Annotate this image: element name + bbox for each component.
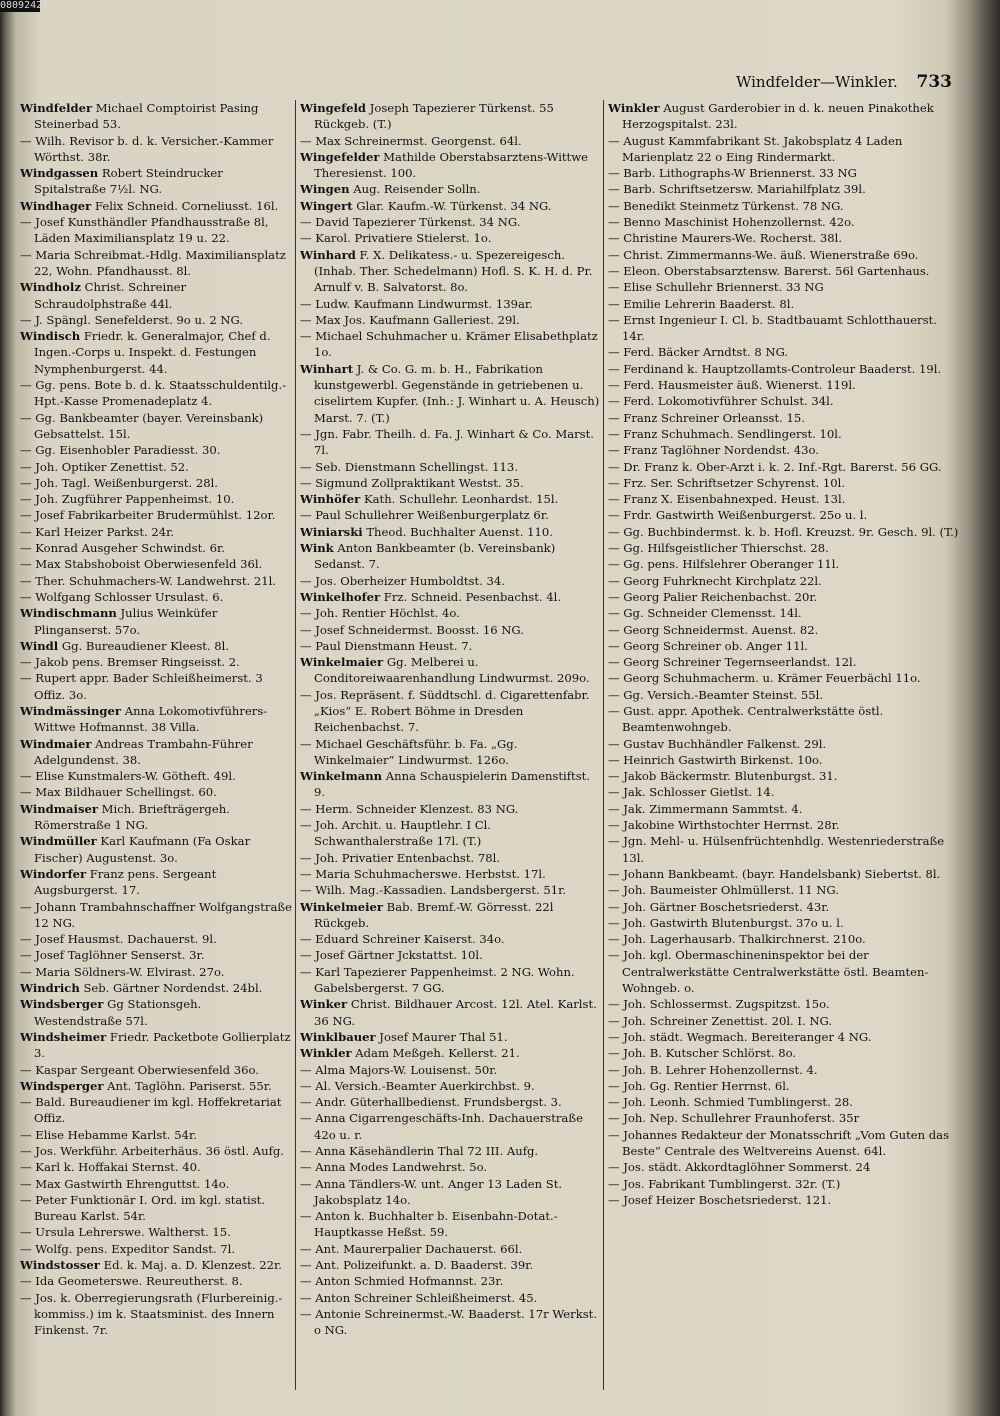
directory-entry: — Gg. Versich.-Beamter Steinst. 55l.	[608, 687, 824, 702]
directory-entry: Winkler Adam Meßgeh. Kellerst. 21.	[300, 1046, 520, 1061]
directory-entry: — Johannes Redakteur der Monatsschrift „Vom Guten das Beste“ Centrale des Weltvereins Auenst. 64l.	[608, 1127, 950, 1158]
directory-entry: — Johann Bankbeamt. (bayr. Handelsbank) Siebertst. 8l.	[608, 866, 941, 881]
directory-entry: Windl Gg. Bureaudiener Kleest. 8l.	[20, 638, 230, 653]
directory-entry: — Max Stabshoboist Oberwiesenfeld 36l.	[20, 557, 263, 572]
directory-entry: — Karol. Privatiere Stielerst. 1o.	[300, 231, 492, 246]
directory-entry: — Paul Dienstmann Heust. 7.	[300, 638, 473, 653]
directory-entry: — Gust. appr. Apothek. Centralwerkstätte östl. Beamtenwohngeb.	[608, 703, 884, 735]
directory-entry: — Jos. städt. Akkordtaglöhner Sommerst. 24	[608, 1160, 871, 1175]
directory-entry: — Ernst Ingenieur I. Cl. b. Stadtbauamt Schlotthauerst. 14r.	[608, 312, 937, 344]
directory-entry: — Ursula Lehrerswe. Waltherst. 15.	[20, 1225, 231, 1240]
directory-entry: — Max Gastwirth Ehrenguttst. 14o.	[20, 1176, 230, 1191]
directory-entry: Windischmann Julius Weinküfer Plinganserst. 57o.	[20, 606, 218, 637]
directory-entry: — Joh. kgl. Obermaschineninspektor bei der Centralwerkstätte Centralwerkstätte östl. Beamten-Wohngeb. o.	[608, 948, 929, 996]
directory-entry: Wingert Glar. Kaufm.-W. Türkenst. 34 NG.	[300, 198, 552, 213]
directory-entry: — Jakobine Wirthstochter Herrnst. 28r.	[608, 818, 840, 833]
directory-entry: — Jos. Werkführ. Arbeiterhäus. 36 östl. Aufg.	[20, 1144, 284, 1158]
directory-entry: Winklbauer Josef Maurer Thal 51.	[300, 1029, 508, 1044]
directory-entry: — Heinrich Gastwirth Birkenst. 10o.	[608, 752, 823, 767]
directory-entry: — Joh. Gg. Rentier Herrnst. 6l.	[608, 1078, 790, 1093]
directory-entry: — Karl Tapezierer Pappenheimst. 2 NG. Wohn. Gabelsbergerst. 7 GG.	[300, 964, 575, 996]
directory-entry: Windstosser Ed. k. Maj. a. D. Klenzest. 22r.	[20, 1258, 282, 1273]
directory-entry: — Gg. Hilfsgeistlicher Thierschst. 28.	[608, 541, 829, 556]
column-divider	[603, 100, 604, 1390]
directory-column-1	[20, 100, 292, 1400]
directory-entry: — Jos. Oberheizer Humboldtst. 34.	[300, 573, 505, 588]
directory-entry: Windorfer Franz pens. Sergeant Augsburgerst. 17.	[20, 866, 217, 898]
directory-entry: Windgassen Robert Steindrucker Spitalstraße 7½l. NG.	[20, 166, 223, 197]
directory-entry: — Wolfgang Schlosser Ursulast. 6.	[20, 589, 224, 604]
directory-entry: Winker Christ. Bildhauer Arcost. 12l. Atel. Karlst. 36 NG.	[300, 997, 597, 1028]
directory-entry: — Joh. Lagerhausarb. Thalkirchnerst. 210o.	[608, 932, 866, 947]
directory-entry: — Barb. Schriftsetzersw. Mariahilfplatz 39l.	[608, 182, 866, 197]
directory-entry: — Anna Tändlers-W. unt. Anger 13 Laden St. Jakobsplatz 14o.	[300, 1176, 563, 1207]
directory-entry: Winkelhofer Frz. Schneid. Pesenbachst. 4l.	[300, 589, 562, 604]
directory-entry: — Frdr. Gastwirth Weißenburgerst. 25o u. l.	[608, 508, 868, 523]
running-title: Windfelder—Winkler.	[735, 73, 898, 91]
directory-entry: Windmüller Karl Kaufmann (Fa Oskar Fischer) Augustenst. 3o.	[20, 834, 251, 865]
directory-entry: — Wolfg. pens. Expeditor Sandst. 7l.	[20, 1241, 236, 1256]
directory-entry: — Ther. Schuhmachers-W. Landwehrst. 21l.	[20, 573, 276, 588]
directory-entry: — Benno Maschinist Hohenzollernst. 42o.	[608, 215, 855, 230]
directory-entry: — Josef Schneidermst. Boosst. 16 NG.	[300, 622, 524, 637]
directory-entry: — Georg Schuhmacherm. u. Krämer Feuerbächl 11o.	[608, 671, 921, 686]
directory-entry: — Anton Schreiner Schleißheimerst. 45.	[300, 1290, 538, 1305]
directory-entry: — Max Schreinermst. Georgenst. 64l.	[300, 133, 522, 148]
directory-entry: — Antonie Schreinermst.-W. Baaderst. 17r Werkst. o NG.	[300, 1306, 598, 1338]
directory-entry: — David Tapezierer Türkenst. 34 NG.	[300, 215, 521, 230]
directory-entry: — Joh. Tagl. Weißenburgerst. 28l.	[20, 475, 218, 490]
directory-entry: — Josef Hausmst. Dachauerst. 9l.	[20, 932, 217, 947]
directory-entry: — Joh. Schreiner Zenettist. 20l. I. NG.	[608, 1013, 833, 1028]
directory-entry: — Jos. k. Oberregierungsrath (Flurbereinig.-kommiss.) im k. Staatsminist. des Innern Finkenst. 7r.	[20, 1290, 283, 1338]
directory-entry: — Georg Schneidermst. Auenst. 82.	[608, 622, 819, 637]
directory-entry: — Michael Geschäftsführ. b. Fa. „Gg. Winkelmaier“ Lindwurmst. 126o.	[300, 736, 518, 767]
directory-entry: — Franz Taglöhner Nordendst. 43o.	[608, 443, 819, 458]
directory-entry: Winhard F. X. Delikatess.- u. Spezereigesch. (Inhab. Ther. Schedelmann) Hofl. S. K. H. d. Pr. Arnulf v. B. Salvatorst. 8o.	[300, 247, 593, 295]
directory-entry: — Joh. B. Kutscher Schlörst. 8o.	[608, 1046, 797, 1061]
directory-entry: Wingen Aug. Reisender Solln.	[300, 182, 481, 197]
directory-entry: — Ant. Maurerpalier Dachauerst. 66l.	[300, 1241, 523, 1256]
directory-entry: Windmässinger Anna Lokomotivführers-Wittwe Hofmannst. 38 Villa.	[20, 703, 268, 735]
directory-entry: — Christ. Zimmermanns-We. äuß. Wienerstraße 69o.	[608, 247, 919, 262]
directory-entry: Winiarski Theod. Buchhalter Auenst. 110.	[300, 524, 553, 539]
directory-entry: — Eduard Schreiner Kaiserst. 34o.	[300, 932, 505, 947]
directory-entry: — Ant. Polizeifunkt. a. D. Baaderst. 39r.	[300, 1258, 534, 1273]
directory-entry: — Joh. Zugführer Pappenheimst. 10.	[20, 492, 235, 507]
directory-entry: — Andr. Güterhallbedienst. Frundsbergst. 3.	[300, 1095, 562, 1110]
directory-entry: — Seb. Dienstmann Schellingst. 113.	[300, 459, 518, 474]
directory-entry: Wingefelder Mathilde Oberstabsarztens-Wittwe Theresienst. 100.	[300, 149, 589, 181]
directory-entry: — Maria Söldners-W. Elvirast. 27o.	[20, 964, 225, 979]
directory-entry: — August Kammfabrikant St. Jakobsplatz 4 Laden Marienplatz 22 o Eing Rindermarkt.	[608, 133, 903, 164]
directory-entry: Windsberger Gg Stationsgeh. Westendstraße 57l.	[20, 997, 202, 1028]
directory-entry: — Ida Geometerswe. Reureutherst. 8.	[20, 1274, 243, 1289]
directory-column-2	[300, 100, 600, 1400]
directory-entry: — Josef Kunsthändler Pfandhausstraße 8l, Läden Maximiliansplatz 19 u. 22.	[20, 215, 269, 246]
directory-entry: — Georg Fuhrknecht Kirchplatz 22l.	[608, 573, 822, 588]
directory-entry: Winkelmeier Bab. Bremf.-W. Görresst. 22l Rückgeb.	[300, 899, 554, 930]
directory-entry: — Eleon. Oberstabsarztensw. Barerst. 56l Gartenhaus.	[608, 263, 930, 278]
directory-entry: — Josef Gärtner Jckstattst. 10l.	[300, 948, 483, 963]
directory-entry: — Rupert appr. Bader Schleißheimerst. 3 Offiz. 3o.	[20, 671, 263, 702]
directory-entry: — Anton k. Buchhalter b. Eisenbahn-Dotat.-Hauptkasse Heßst. 59.	[300, 1209, 558, 1240]
directory-entry: — Jgn. Mehl- u. Hülsenfrüchtenhdlg. Westenriederstraße 13l.	[608, 834, 945, 865]
directory-entry: — Bald. Bureaudiener im kgl. Hoffekretariat Offiz.	[20, 1095, 282, 1126]
directory-entry: — Georg Schreiner ob. Anger 11l.	[608, 638, 808, 653]
directory-entry: — Franz X. Eisenbahnexped. Heust. 13l.	[608, 492, 846, 507]
directory-entry: — Anna Käsehändlerin Thal 72 III. Aufg.	[300, 1144, 539, 1158]
directory-entry: Windisch Friedr. k. Generalmajor, Chef d. Ingen.-Corps u. Inspekt. d. Festungen Nymphenburgerst. 44.	[20, 329, 271, 376]
directory-entry: — Barb. Lithographs-W Briennerst. 33 NG	[608, 166, 857, 181]
directory-entry: Winhart J. & Co. G. m. b. H., Fabrikation kunstgewerbl. Gegenstände in getriebenen u. ciselirtem Kupfer. (Inh.: J. Winhart u. A. Heusch) Marst. 7. (T.)	[300, 361, 600, 425]
directory-entry: — Paul Schullehrer Weißenburgerplatz 6r.	[300, 508, 549, 523]
directory-entry: — Max Jos. Kaufmann Galleriest. 29l.	[300, 312, 520, 327]
directory-entry: — Maria Schreibmat.-Hdlg. Maximiliansplatz 22, Wohn. Pfandhausst. 8l.	[20, 247, 286, 278]
directory-entry: Windholz Christ. Schreiner Schraudolphstraße 44l.	[20, 280, 187, 311]
directory-entry: — Wilh. Mag.-Kassadien. Landsbergerst. 51r.	[300, 883, 567, 898]
directory-entry: — Joh. Leonh. Schmied Tumblingerst. 28.	[608, 1095, 853, 1110]
directory-entry: — Frz. Ser. Schriftsetzer Schyrenst. 10l.	[608, 475, 846, 490]
directory-entry: — Jos. Repräsent. f. Süddtschl. d. Cigarettenfabr. „Kios“ E. Robert Böhme in Dresden Reichenbachst. 7.	[300, 687, 590, 735]
directory-entry: — Ferdinand k. Hauptzollamts-Controleur Baaderst. 19l.	[608, 361, 942, 376]
directory-entry: — Gg. Bankbeamter (bayer. Vereinsbank) Gebsattelst. 15l.	[20, 410, 264, 441]
directory-entry: — Ferd. Bäcker Arndtst. 8 NG.	[608, 345, 789, 360]
directory-entry: — Michael Schuhmacher u. Krämer Elisabethplatz 1o.	[300, 329, 598, 360]
directory-entry: — Anna Modes Landwehrst. 5o.	[300, 1160, 488, 1175]
directory-entry: — Sigmund Zollpraktikant Westst. 35.	[300, 475, 524, 490]
directory-entry: — Anna Cigarrengeschäfts-Inh. Dachauerstraße 42o u. r.	[300, 1111, 583, 1142]
directory-entry: Windrich Seb. Gärtner Nordendst. 24bl.	[20, 981, 263, 996]
page-number: 733	[916, 72, 952, 92]
directory-entry: Windsheimer Friedr. Packetbote Gollierplatz 3.	[20, 1029, 291, 1061]
directory-entry: — Gustav Buchhändler Falkenst. 29l.	[608, 736, 827, 751]
directory-entry: — Joh. Nep. Schullehrer Fraunhoferst. 35r	[608, 1111, 860, 1126]
directory-entry: — Wilh. Revisor b. d. k. Versicher.-Kammer Wörthst. 38r.	[20, 133, 274, 164]
directory-entry: Windmaiser Mich. Briefträgergeh. Römerstraße 1 NG.	[20, 801, 230, 833]
scan-id-label: 08092427	[0, 0, 49, 11]
directory-entry: — Jgn. Fabr. Theilh. d. Fa. J. Winhart & Co. Marst. 7l.	[300, 426, 594, 458]
directory-entry: — Ludw. Kaufmann Lindwurmst. 139ar.	[300, 296, 533, 311]
directory-entry: — Peter Funktionär I. Ord. im kgl. statist. Bureau Karlst. 54r.	[20, 1192, 266, 1224]
directory-entry: — Elise Hebamme Karlst. 54r.	[20, 1127, 198, 1142]
directory-entry: Winhöfer Kath. Schullehr. Leonhardst. 15l.	[300, 492, 559, 507]
directory-entry: Windsperger Ant. Taglöhn. Pariserst. 55r.	[20, 1078, 272, 1093]
directory-entry: — Josef Heizer Boschetsriederst. 121.	[608, 1192, 832, 1207]
directory-entry: — Ferd. Lokomotivführer Schulst. 34l.	[608, 394, 834, 409]
directory-entry: — Benedikt Steinmetz Türkenst. 78 NG.	[608, 198, 844, 213]
directory-entry: — Elise Kunstmalers-W. Götheft. 49l.	[20, 769, 236, 784]
directory-entry: — Konrad Ausgeher Schwindst. 6r.	[20, 541, 225, 556]
directory-entry: — Ferd. Hausmeister äuß. Wienerst. 119l.	[608, 378, 856, 393]
directory-entry: — J. Spängl. Senefelderst. 9o u. 2 NG.	[20, 312, 244, 327]
directory-entry: — Jakob pens. Bremser Ringseisst. 2.	[20, 655, 240, 670]
directory-entry: Winkler August Garderobier in d. k. neuen Pinakothek Herzogspitalst. 23l.	[608, 101, 934, 132]
directory-entry: — Jak. Zimmermann Sammtst. 4.	[608, 801, 803, 816]
directory-column-3	[608, 100, 958, 1400]
directory-entry: Windfelder Michael Comptoirist Pasing Steinerbad 53.	[20, 101, 259, 132]
directory-entry: — Joh. Gärtner Boschetsriederst. 43r.	[608, 899, 830, 914]
directory-entry: Windmaier Andreas Trambahn-Führer Adelgundenst. 38.	[20, 736, 253, 767]
directory-entry: — Gg. pens. Hilfslehrer Oberanger 11l.	[608, 557, 840, 572]
directory-entry: Wink Anton Bankbeamter (b. Vereinsbank) Sedanst. 7.	[300, 541, 556, 572]
directory-entry: Winkelmaier Gg. Melberei u. Conditoreiwaarenhandlung Lindwurmst. 209o.	[300, 655, 590, 686]
directory-entry: — Joh. B. Lehrer Hohenzollernst. 4.	[608, 1062, 818, 1077]
directory-entry: — Joh. Optiker Zenettist. 52.	[20, 459, 189, 474]
directory-entry: — Gg. pens. Bote b. d. k. Staatsschuldentilg.-Hpt.-Kasse Promenadeplatz 4.	[20, 378, 287, 409]
directory-entry: — Joh. Schlossermst. Zugspitzst. 15o.	[608, 997, 830, 1012]
directory-entry: — Karl Heizer Parkst. 24r.	[20, 524, 175, 539]
directory-entry: — Jak. Schlosser Gietlst. 14.	[608, 785, 775, 800]
directory-entry: Windhager Felix Schneid. Corneliusst. 16l.	[20, 198, 279, 213]
directory-entry: — Gg. Eisenhobler Paradiesst. 30.	[20, 443, 221, 458]
directory-entry: — Max Bildhauer Schellingst. 60.	[20, 785, 217, 800]
running-header	[736, 72, 952, 92]
directory-entry: — Joh. Baumeister Ohlmüllerst. 11 NG.	[608, 883, 839, 898]
directory-entry: — Joh. Rentier Höchlst. 4o.	[300, 606, 460, 621]
directory-entry: — Josef Taglöhner Senserst. 3r.	[20, 948, 205, 963]
directory-entry: — Joh. Privatier Entenbachst. 78l.	[300, 850, 501, 865]
directory-entry: — Karl k. Hoffakai Sternst. 40.	[20, 1160, 201, 1175]
directory-entry: Wingefeld Joseph Tapezierer Türkenst. 55 Rückgeb. (T.)	[300, 101, 554, 132]
directory-entry: — Gg. Buchbindermst. k. b. Hofl. Kreuzst. 9r. Gesch. 9l. (T.)	[608, 524, 958, 539]
directory-entry: — Anton Schmied Hofmannst. 23r.	[300, 1274, 504, 1289]
directory-entry: — Georg Palier Reichenbachst. 20r.	[608, 589, 818, 604]
directory-entry: — Franz Schuhmach. Sendlingerst. 10l.	[608, 426, 842, 441]
directory-entry: — Johann Trambahnschaffner Wolfgangstraße 12 NG.	[20, 899, 292, 930]
directory-entry: — Kaspar Sergeant Oberwiesenfeld 36o.	[20, 1062, 259, 1077]
directory-entry: — Elise Schullehr Briennerst. 33 NG	[608, 280, 824, 295]
directory-entry: — Jos. Fabrikant Tumblingerst. 32r. (T.)	[608, 1176, 841, 1191]
directory-entry: Winkelmann Anna Schauspielerin Damenstiftst. 9.	[300, 769, 590, 800]
directory-entry: — Jakob Bäckermstr. Blutenburgst. 31.	[608, 769, 838, 784]
directory-entry: — Josef Fabrikarbeiter Brudermühlst. 12or.	[20, 508, 276, 523]
column-divider	[295, 100, 296, 1390]
directory-entry: — Maria Schuhmacherswe. Herbstst. 17l.	[300, 866, 546, 881]
directory-entry: — Alma Majors-W. Louisenst. 50r.	[300, 1062, 498, 1077]
directory-entry: — Gg. Schneider Clemensst. 14l.	[608, 606, 802, 621]
directory-entry: — Christine Maurers-We. Rocherst. 38l.	[608, 231, 843, 246]
directory-entry: — Joh. Archit. u. Hauptlehr. I Cl. Schwanthalerstraße 17l. (T.)	[300, 818, 491, 849]
directory-entry: — Joh. Gastwirth Blutenburgst. 37o u. l.	[608, 915, 844, 930]
directory-entry: — Al. Versich.-Beamter Auerkirchbst. 9.	[300, 1078, 535, 1093]
directory-entry: — Georg Schreiner Tegernseerlandst. 12l.	[608, 655, 857, 670]
directory-entry: — Joh. städt. Wegmach. Bereiteranger 4 NG.	[608, 1029, 872, 1044]
directory-entry: — Franz Schreiner Orleansst. 15.	[608, 410, 805, 425]
directory-entry: — Herm. Schneider Klenzest. 83 NG.	[300, 801, 519, 816]
directory-entry: — Emilie Lehrerin Baaderst. 8l.	[608, 296, 795, 311]
directory-entry: — Dr. Franz k. Ober-Arzt i. k. 2. Inf.-Rgt. Barerst. 56 GG.	[608, 459, 942, 474]
